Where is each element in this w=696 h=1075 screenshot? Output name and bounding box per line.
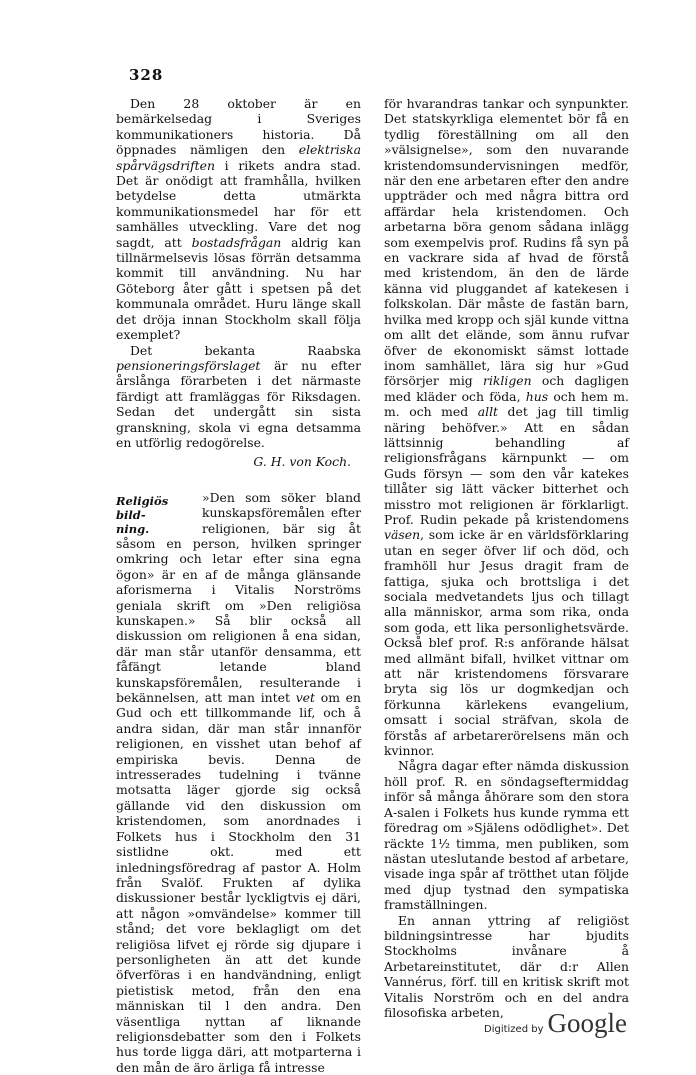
paragraph-lecture: Några dagar efter nämda diskussion höll prof. R. en söndagseftermiddag inför så många åhörare som den stora A-salen i Folkets hus kunde rymma ett föredrag om »Själens odödlighet». Det räckte 1½ timma, men publiken, som nästan uteslutande bestod af arbetare, visade inga spår af trötthet utan följde med djup tystnad den sympatiska framställningen. xyxy=(384,758,629,913)
left-column xyxy=(116,96,361,1075)
religious-education-section xyxy=(116,490,361,1075)
paragraph-pension: Det bekanta Raabska pensioneringsförslaget är nu efter årslånga förarbeten i det närmaste färdigt att framläggas för Riksdagen. Sedan det undergått sin sista granskning, skola vi egna detsamma en utförlig redogörelse. xyxy=(116,342,361,450)
paragraph-continuation: för hvarandras tankar och synpunkter. Det statskyrkliga elementet bör få en tydlig föreställning om all den »välsignelse», som den nuvarande kristendomsundervisningen medför, när den ene arbetaren efter den andre uppträder och med några bittra ord affärdar hela kristendomen. Och arbetarna böra genom sådana inlägg som exempelvis prof. Rudins få syn på en vackrare sida af hvad de förstå med kristendom, än den de lärde känna vid pluggandet af katekesen i folkskolan. Där måste de fastän barn, hvilka med kropp och själ kunde vittna om allt det elände, som ännu rufvar öfver de ekonomiskt sämst lottade inom samhället, lära sig hur »Gud försörjer mig rikligen och dagligen med kläder och föda, hus och hem m. m. och med allt det jag till timlig näring behöfver.» Att en sådan lättsinnig behandling af religionsfrågans kärnpunkt — om Guds försyn — som den vår katekes tillåter sig lätt väcker bitterhet och misstro mot religionen är förklarligt. Prof. Rudin pekade på kristendomens väsen, som icke är en världsförklaring utan en seger öfver lif och död, och framhöll hur Jesus dragit fram de fattiga, sjuka och brottsliga i det sociala medvetandets ljus och tillagt alla människor, arma som rika, onda som goda, ett lika personlighetsvärde. Också blef prof. R:s anförande hälsat med allmänt bifall, hvilket vittnar om att när kristendomens försvarare bryta sig lös ur dogmkedjan och förkunna kärlekens evangelium, omsatt i social sträfvan, skola de förstås af arbetarerörelsens män och kvinnor. xyxy=(384,96,630,759)
paragraph-institute: En annan yttring af religiöst bildningsintresse har bjudits Stockholms invånare å Arbetareinstitutet, där d:r Allen Vannérus, förf. till en kritisk skrift mot Vitalis Norström och en del andra filosofiska arbeten, xyxy=(384,912,629,1020)
signature: G. H. von Koch. xyxy=(253,454,351,470)
digitized-label: Digitized by xyxy=(484,1024,544,1035)
margin-note: Religiös bild-ning. xyxy=(116,493,169,536)
digitized-watermark xyxy=(484,1008,627,1039)
google-logo: Google xyxy=(547,1008,627,1038)
paragraph-tramway: Den 28 oktober är en bemärkelsedag i Sveriges kommunikationers historia. Då öppnades nämligen den elektriska spårvägsdriften i rikets andra stad. Det är onödigt att framhålla, hvilken betydelse detta utmärkta kommunikationsmedel har för ett samhälles utveckling. Vare det nog sagdt, att bostadsfrågan aldrig kan tillnärmelsevis lösas förrän detsamma kommit till användning. Nu har Göteborg åter gått i spetsen på det kommunala området. Huru länge skall det dröja innan Stockholm skall följa exemplet? xyxy=(116,96,361,343)
page-number: 328 xyxy=(129,66,164,84)
right-column xyxy=(384,96,629,1020)
paragraph-religion: »Den som söker bland kunskapsföremålen efter religionen, bär sig åt såsom en person, hvilken springer omkring och letar efter sina egna ögon» är en af de många glänsande aforismerna i Vitalis Norströms geniala skrift om »Den religiösa kunskapen.» Så blir också all diskussion om religionen å ena sidan, där man står utanför densamma, ett fåfängt letande bland kunskapsföremålen, resulterande i bekännelsen, att man intet vet om en Gud och ett tillkommande lif, och å andra sidan, där man står innanför religionen, en visshet utan behof af empiriska bevis. Denna de intresserades tudelning i tvänne motsatta läger gjorde sig också gällande vid den diskussion om kristendomen, som anordnades i Folkets hus i Stockholm den 31 sistlidne okt. med ett inledningsföredrag af pastor A. Holm från Svalöf. Frukten af dylika diskussioner består lyckligtvis ej däri, att någon »omvändelse» kommer till stånd; det vore beklagligt om det religiösa lifvet ej rörde sig djupare i personligheten än att det kunde öfverföras i en handvändning, enligt pietistisk metod, från den ena människan til l den andra. Den väsentliga nyttan af liknande religionsdebatter som den i Folkets hus torde ligga däri, att motparterna i den mån de äro ärliga få intresse xyxy=(116,489,361,1075)
